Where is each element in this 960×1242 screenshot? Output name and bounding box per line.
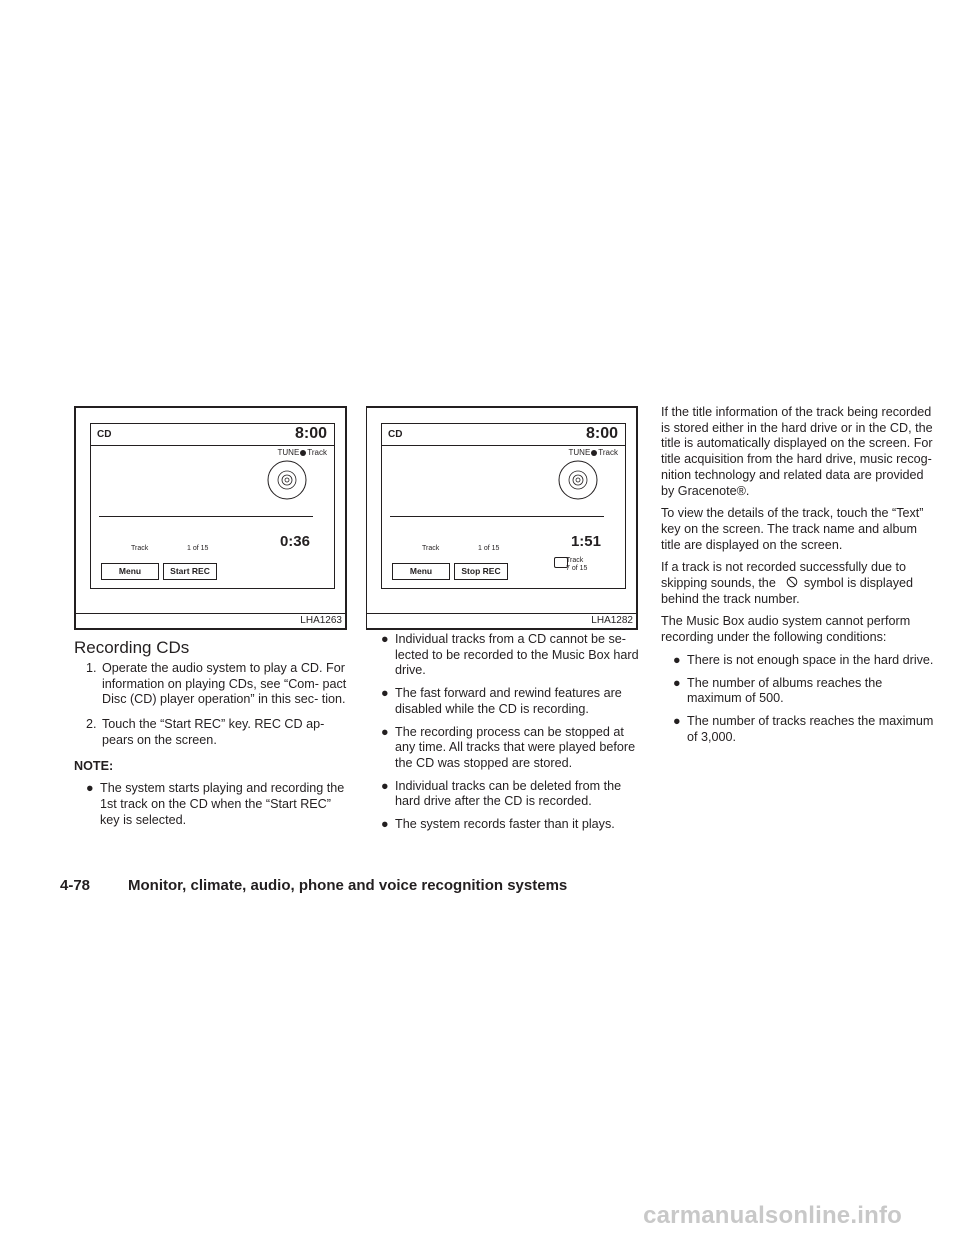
bullet-item	[673, 652, 934, 669]
elapsed-time: 0:36	[279, 533, 310, 550]
skip-warning-icon	[786, 576, 798, 588]
column-2	[380, 632, 640, 833]
tune-label: TUNE	[277, 448, 300, 457]
figure-label: LHA1263	[300, 615, 342, 626]
screen-clock: 8:00	[294, 425, 327, 442]
bullet-item	[381, 632, 640, 679]
bullet-icon: ●	[86, 781, 94, 796]
tune-track-label: Track	[598, 448, 618, 457]
paragraph	[661, 560, 934, 607]
cd-disc-icon	[267, 460, 307, 500]
step-text: Touch the “Start REC” key. REC CD ap- pears on the screen.	[102, 717, 325, 747]
column-1	[74, 661, 348, 828]
bullet-text: The recording process can be stopped at any time. All tracks that were played before the CD was stopped are stored.	[395, 724, 636, 770]
bullet-item	[86, 781, 348, 828]
cd-screen	[90, 423, 335, 589]
screen-source-label: CD	[388, 429, 403, 440]
bullet-icon: ●	[381, 632, 389, 646]
bullet-icon: ●	[673, 713, 681, 728]
figure-start-rec	[74, 406, 347, 630]
divider	[99, 516, 313, 517]
track-count: 1 of 15	[478, 545, 500, 552]
current-track-label: Track	[566, 557, 584, 564]
figure-label-divider	[76, 613, 345, 614]
screen-source-label: CD	[97, 429, 112, 440]
bullet-item	[673, 675, 934, 707]
bullet-text: The fast forward and rewind features are disabled while the CD is recording.	[395, 686, 622, 716]
figure-label-divider	[367, 613, 636, 614]
paragraph: To view the details of the track, touch the “Text” key on the screen. The track name and album title are displayed on the screen.	[661, 506, 924, 552]
paragraph-part: symbol is displayed behind the track number.	[661, 576, 914, 606]
paragraph: If the title information of the track being recorded is stored either in the hard drive or in the CD, the title is automatically displayed on the screen. For title acquisition from the hard drive, music recog- nition technology and related data are provided by Gracenote®.	[661, 405, 933, 498]
tune-label: TUNE	[568, 448, 591, 457]
divider	[390, 516, 604, 517]
elapsed-time: 1:51	[570, 533, 601, 550]
figure-stop-rec	[366, 406, 638, 630]
bullet-text: The number of albums reaches the maximum of 500.	[687, 675, 883, 706]
tune-track-indicator	[278, 448, 327, 457]
bullet-item	[381, 778, 640, 810]
watermark: carmanualsonline.info	[643, 1202, 902, 1229]
start-rec-button[interactable]: Start REC	[163, 563, 217, 580]
bullet-icon: ●	[381, 686, 389, 701]
track-label: Track	[422, 545, 440, 552]
current-track-count: 7 of 15	[566, 565, 588, 572]
section-title: Recording CDs	[74, 638, 190, 657]
bullet-item	[381, 686, 640, 717]
page-number: 4-78	[60, 877, 91, 894]
bullet-text: The system starts playing and recording the 1st track on the CD when the “Start REC” key is selected.	[100, 781, 345, 827]
menu-button[interactable]: Menu	[101, 563, 159, 580]
bullet-icon: ●	[673, 652, 681, 667]
screen-header	[382, 424, 625, 446]
bullet-text: Individual tracks can be deleted from the hard drive after the CD is recorded.	[395, 778, 622, 809]
track-count: 1 of 15	[187, 545, 209, 552]
screen-clock: 8:00	[585, 425, 618, 442]
bullet-icon: ●	[381, 778, 389, 793]
stop-rec-button[interactable]: Stop REC	[454, 563, 508, 580]
knob-icon	[591, 450, 597, 456]
track-label: Track	[131, 545, 149, 552]
column-3	[661, 405, 934, 745]
tune-track-indicator	[569, 448, 618, 457]
bullet-text: Individual tracks from a CD cannot be se- lected to be recorded to the Music Box hard drive.	[395, 632, 639, 678]
figure-label: LHA1282	[591, 615, 633, 626]
cd-disc-icon	[558, 460, 598, 500]
bullet-icon: ●	[381, 724, 389, 739]
paragraph-part: If a track is not recorded successfully due to skipping sounds, the	[661, 560, 906, 591]
bullet-text: The number of tracks reaches the maximum of 3,000.	[687, 713, 934, 744]
screen-header	[91, 424, 334, 446]
step-text: Operate the audio system to play a CD. For information on playing CDs, see “Com- pact Disc (CD) player operation” in this sec- tion.	[102, 661, 347, 707]
note-heading: NOTE:	[74, 758, 114, 773]
bullet-icon: ●	[673, 675, 681, 690]
tune-track-label: Track	[307, 448, 327, 457]
step-number: 1.	[86, 661, 97, 675]
step-number: 2.	[86, 717, 97, 732]
paragraph: The Music Box audio system cannot perform recording under the following conditions:	[661, 614, 911, 645]
bullet-item	[381, 817, 640, 833]
cd-screen	[381, 423, 626, 589]
step-2	[86, 717, 348, 748]
knob-icon	[300, 450, 306, 456]
bullet-text: There is not enough space in the hard drive.	[687, 652, 934, 667]
bullet-item	[673, 713, 934, 745]
bullet-text: The system records faster than it plays.	[395, 817, 615, 832]
menu-button[interactable]: Menu	[392, 563, 450, 580]
step-1	[86, 661, 348, 708]
current-track-indicator	[566, 557, 587, 573]
bullet-item	[381, 724, 640, 772]
bullet-icon: ●	[381, 817, 389, 832]
chapter-title: Monitor, climate, audio, phone and voice recognition systems	[128, 877, 568, 894]
